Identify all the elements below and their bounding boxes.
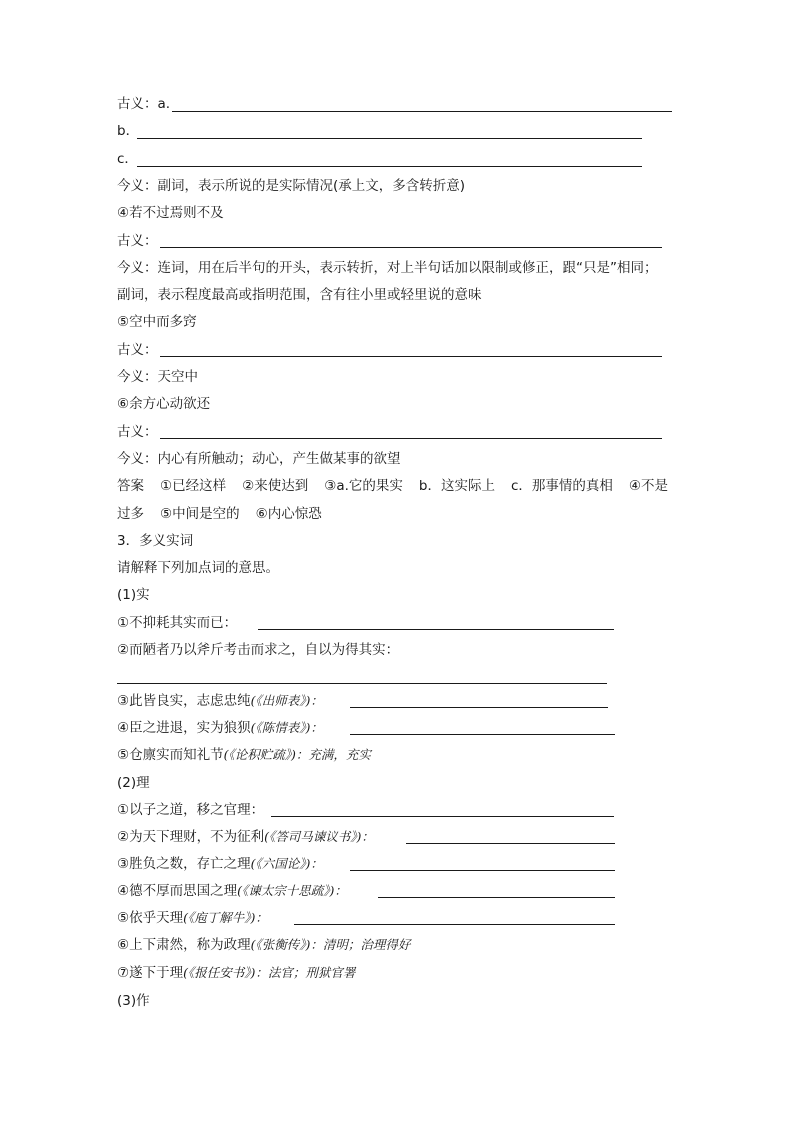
source-title: (《陈情表》)： bbox=[250, 720, 323, 735]
gu-yi-label: 古义： bbox=[117, 342, 158, 358]
gu-yi-c-line bbox=[117, 147, 138, 171]
gu-yi-line bbox=[117, 229, 158, 253]
source-title: (《答司马谏议书》)： bbox=[264, 829, 374, 844]
source-title: (《论积贮疏》)： bbox=[223, 747, 309, 762]
question-text: ②而陋者乃以斧斤考击而求之，自以为得其实： bbox=[117, 642, 400, 658]
blank-answer-line[interactable] bbox=[406, 843, 615, 844]
blank-answer-line[interactable] bbox=[350, 870, 615, 871]
gu-yi-label: 古义： bbox=[117, 233, 158, 249]
question-shi-5 bbox=[117, 743, 371, 767]
blank-answer-line[interactable] bbox=[271, 816, 614, 817]
blank-answer-line[interactable] bbox=[117, 683, 607, 684]
blank-answer-line[interactable] bbox=[137, 138, 642, 139]
section-heading bbox=[117, 529, 193, 553]
gu-yi-a-label: 古义：a. bbox=[117, 96, 171, 112]
question-text: ⑤仓廪实而知礼节 bbox=[117, 747, 224, 763]
given-answer: 充满，充实 bbox=[308, 747, 371, 762]
gu-yi-a-line bbox=[117, 92, 170, 116]
question-text: ⑤依乎天理 bbox=[117, 910, 184, 926]
answer-4a: ④不是 bbox=[628, 478, 669, 494]
group-heading-li bbox=[117, 771, 150, 795]
answer-5: ⑤中间是空的 bbox=[160, 506, 240, 522]
question-text: ④臣之进退，实为狼狈 bbox=[117, 720, 251, 736]
jin-yi-line bbox=[117, 174, 465, 198]
source-title: (《张衡传》)： bbox=[250, 937, 323, 952]
gu-yi-line bbox=[117, 420, 158, 444]
group-heading-shi bbox=[117, 583, 150, 607]
question-text: ①以子之道，移之官理： bbox=[117, 802, 265, 818]
question-text: ④德不厚而思国之理 bbox=[117, 883, 238, 899]
jin-yi-text: 今义：连词，用在后半句的开头，表示转折，对上半句话加以限制或修正，跟“只是”相同； bbox=[117, 260, 658, 276]
source-title: (《庖丁解牛》)： bbox=[183, 910, 268, 925]
source-title: (《谏太宗十思疏》)： bbox=[237, 883, 347, 898]
jin-yi-text: 今义：副词，表示所说的是实际情况(承上文，多含转折意) bbox=[117, 178, 466, 194]
jin-yi-line bbox=[117, 365, 198, 389]
question-shi-1 bbox=[117, 611, 237, 635]
blank-answer-line[interactable] bbox=[172, 111, 672, 112]
item-6-text: ⑥余方心动欲还 bbox=[117, 396, 211, 412]
instruction-text: 请解释下列加点词的意思。 bbox=[117, 560, 279, 576]
question-li-4 bbox=[117, 879, 347, 903]
blank-answer-line[interactable] bbox=[350, 707, 608, 708]
jin-yi-text: 今义：天空中 bbox=[117, 369, 198, 385]
question-text: ⑥上下肃然，称为政理 bbox=[117, 937, 251, 953]
answer-1: ①已经这样 bbox=[160, 478, 227, 494]
answer-label: 答案 bbox=[117, 478, 144, 494]
answer-6: ⑥内心惊恐 bbox=[255, 506, 322, 522]
blank-answer-line[interactable] bbox=[160, 247, 662, 248]
question-text: ②为天下理财，不为征利 bbox=[117, 829, 265, 845]
blank-answer-line[interactable] bbox=[137, 166, 642, 167]
answer-4b: 过多 bbox=[117, 506, 144, 522]
blank-answer-line[interactable] bbox=[160, 438, 662, 439]
answer-line-continued bbox=[117, 502, 322, 526]
blank-answer-line[interactable] bbox=[160, 356, 662, 357]
answer-3c: c．那事情的真相 bbox=[510, 478, 613, 494]
question-li-2 bbox=[117, 825, 374, 849]
question-li-3 bbox=[117, 852, 323, 876]
given-answer: 清明；治理得好 bbox=[322, 937, 411, 952]
group-title: (1)实 bbox=[117, 587, 150, 603]
question-shi-4 bbox=[117, 716, 323, 740]
gu-yi-b-label: b． bbox=[117, 123, 140, 139]
gu-yi-c-label: c． bbox=[117, 151, 138, 167]
source-title: (《六国论》)： bbox=[250, 856, 323, 871]
jin-yi-continuation bbox=[117, 283, 482, 307]
answer-2: ②来使达到 bbox=[242, 478, 309, 494]
gu-yi-line bbox=[117, 338, 158, 362]
item-5-heading bbox=[117, 310, 197, 334]
jin-yi-line bbox=[117, 256, 658, 280]
given-answer: 法官；刑狱官署 bbox=[267, 965, 356, 980]
item-5-text: ⑤空中而多窍 bbox=[117, 314, 197, 330]
question-li-5 bbox=[117, 906, 268, 930]
question-text: ③胜负之数，存亡之理 bbox=[117, 856, 251, 872]
gu-yi-label: 古义： bbox=[117, 424, 158, 440]
gu-yi-b-line bbox=[117, 119, 139, 143]
item-6-heading bbox=[117, 392, 210, 416]
question-text: ③此皆良实，志虑忠纯 bbox=[117, 693, 251, 709]
question-li-1 bbox=[117, 798, 264, 822]
section-title: 3．多义实词 bbox=[117, 533, 194, 549]
question-text: ⑦遂下于理 bbox=[117, 965, 184, 981]
item-4-text: ④若不过焉则不及 bbox=[117, 205, 224, 221]
question-shi-3 bbox=[117, 689, 323, 713]
question-shi-2 bbox=[117, 638, 399, 662]
group-title: (2)理 bbox=[117, 775, 150, 791]
source-title: (《报任安书》)： bbox=[183, 965, 268, 980]
jin-yi-line bbox=[117, 447, 401, 471]
group-heading-zuo bbox=[117, 989, 150, 1013]
answer-3b: b．这实际上 bbox=[418, 478, 495, 494]
source-title: (《出师表》)： bbox=[250, 693, 323, 708]
item-4-heading bbox=[117, 201, 224, 225]
blank-answer-line[interactable] bbox=[378, 897, 615, 898]
instruction bbox=[117, 556, 279, 580]
question-li-7 bbox=[117, 961, 355, 985]
answer-3a: ③a.它的果实 bbox=[324, 478, 403, 494]
group-title: (3)作 bbox=[117, 993, 150, 1009]
answer-line bbox=[117, 474, 668, 498]
blank-answer-line[interactable] bbox=[258, 629, 614, 630]
jin-yi-text: 今义：内心有所触动；动心，产生做某事的欲望 bbox=[117, 451, 401, 467]
blank-answer-line[interactable] bbox=[294, 924, 615, 925]
jin-yi-text: 副词，表示程度最高或指明范围，含有往小里或轻里说的意味 bbox=[117, 287, 482, 303]
question-li-6 bbox=[117, 933, 410, 957]
blank-answer-line[interactable] bbox=[350, 734, 615, 735]
question-text: ①不抑耗其实而已： bbox=[117, 615, 238, 631]
